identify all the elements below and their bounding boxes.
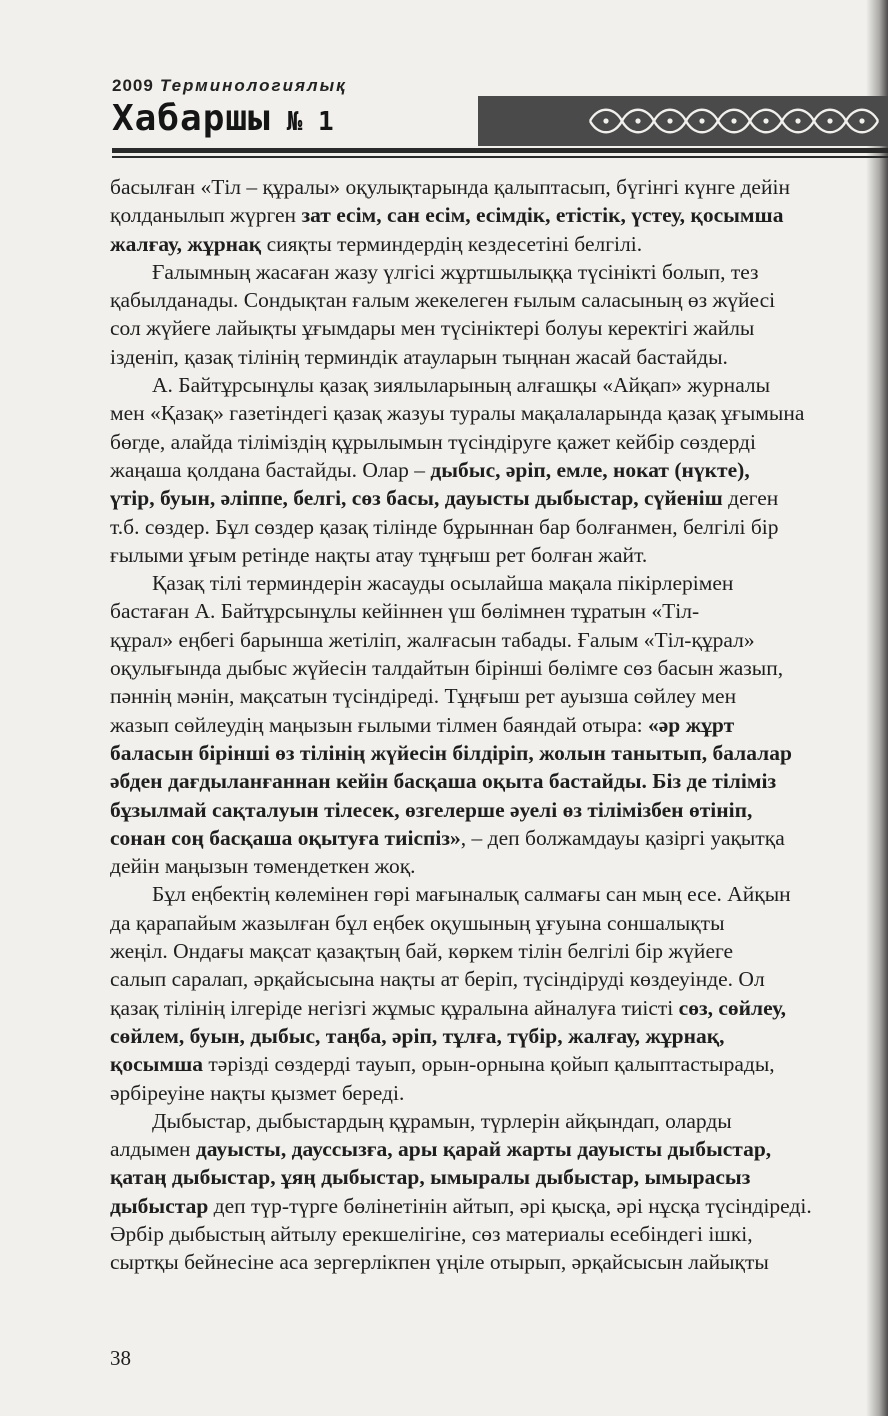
- text-run: Дыбыстар, дыбыстардың құрамын, түрлерін айқындап, оларды: [152, 1108, 732, 1133]
- text-run: тәрізді сөздерді тауып, орын-орнына қойып қалыптастырады,: [203, 1052, 775, 1077]
- text-line: [110, 484, 880, 512]
- text-line: [110, 569, 880, 597]
- text-run: деп түр-түрге бөлінетінін айтып, әрі қысқа, әрі нұсқа түсіндіреді.: [208, 1193, 812, 1218]
- bold-term: дыбыстар: [110, 1193, 209, 1218]
- page-number: 38: [110, 1346, 131, 1370]
- article-body: [110, 173, 880, 1277]
- text-line: [110, 994, 880, 1022]
- text-line: [110, 796, 880, 824]
- bold-term: бұзылмай сақталуын тілесек, өзгелерше әуелі өз тілімізбен өтініп,: [110, 797, 753, 822]
- text-run: сияқты терминдердің кездесетіні белгілі.: [261, 231, 643, 256]
- text-run: т.б. сөздер. Бұл сөздер қазақ тілінде бұрыннан бар болғанмен, белгілі бір: [110, 514, 779, 539]
- ornament-icon: [588, 102, 888, 140]
- text-run: мен «Қазақ» газетіндегі қазақ жазуы туралы мақалаларында қазақ ұғымына: [110, 401, 805, 426]
- bold-term: жалғау, жұрнақ: [110, 231, 262, 256]
- text-run: салып саралап, әрқайсысына нақты ат беріп, түсіндіруді көздеуінде. Ол: [110, 967, 765, 992]
- text-line: [110, 597, 880, 625]
- text-line: [110, 1022, 880, 1050]
- text-run: да қарапайым жазылған бұл еңбек оқушының ұғуына соншалықты: [110, 910, 725, 935]
- text-line: [110, 739, 880, 767]
- text-line: [110, 937, 880, 965]
- text-line: [110, 286, 880, 314]
- bold-term: қатаң дыбыстар, ұяң дыбыстар, ымыралы дыбыстар, ымырасыз: [110, 1165, 751, 1190]
- header-year: 2009: [112, 76, 154, 95]
- header-ornament-band: [478, 96, 888, 146]
- bold-term: әбден дағдыланғаннан кейін басқаша оқыта бастайды. Біз де тіліміз: [110, 769, 777, 794]
- bold-term: баласын бірінші өз тілінің жүйесін білдіріп, жолын танытып, балалар: [110, 740, 792, 765]
- text-run: әрбіреуіне нақты қызмет береді.: [110, 1080, 405, 1105]
- text-run: дейін маңызын төмендеткен жоқ.: [110, 854, 416, 879]
- bold-term: үтір, буын, әліппе, белгі, сөз басы, дауысты дыбыстар, сүйеніш: [110, 486, 723, 511]
- bold-term: сонан соң басқаша оқытуға тиіспіз»: [110, 825, 461, 850]
- header-rule-thin: [112, 156, 888, 158]
- text-run: , – деп болжамдауы қазіргі уақытқа: [460, 825, 785, 850]
- text-line: [110, 513, 880, 541]
- text-line: [110, 399, 880, 427]
- text-line: [110, 1050, 880, 1078]
- bold-term: қосымша: [110, 1052, 204, 1077]
- text-run: жеңіл. Ондағы мақсат қазақтың бай, көркем тілін белгілі бір жүйеге: [110, 939, 734, 964]
- text-line: [110, 682, 880, 710]
- text-run: Қазақ тілі терминдерін жасауды осылайша мақала пікірлерімен: [152, 571, 734, 596]
- header-journal-line: [112, 76, 347, 96]
- text-run: сыртқы бейнесіне аса зергерлікпен үңіле отырып, әрқайсысын лайықты: [110, 1250, 769, 1275]
- text-run: А. Байтұрсынұлы қазақ зиялыларының алғашқы «Айқап» журналы: [152, 373, 771, 398]
- text-line: [110, 1220, 880, 1248]
- text-line: [110, 1135, 880, 1163]
- header-journal-word: Терминологиялық: [159, 76, 347, 95]
- text-run: оқулығында дыбыс жүйесін талдайтын бірінші бөлімге сөз басын жазып,: [110, 656, 784, 681]
- text-line: [110, 880, 880, 908]
- header-title: Хабаршы: [112, 98, 271, 139]
- bold-term: «әр жұрт: [647, 712, 735, 737]
- text-line: [110, 767, 880, 795]
- text-line: [110, 824, 880, 852]
- text-run: ғылыми ұғым ретінде нақты атау тұңғыш рет болған жайт.: [110, 542, 648, 567]
- text-line: [110, 343, 880, 371]
- text-line: [110, 1107, 880, 1135]
- bold-term: зат есім, сан есім, есімдік, етістік, үстеу, қосымша: [301, 203, 784, 228]
- text-line: [110, 711, 880, 739]
- text-line: [110, 201, 880, 229]
- text-run: ізденіп, қазақ тілінің терминдік атауларын тыңнан жасай бастайды.: [110, 344, 728, 369]
- text-line: [110, 965, 880, 993]
- text-run: Бұл еңбектің көлемінен гөрі мағыналық салмағы сан мың есе. Айқын: [152, 882, 791, 907]
- text-line: [110, 456, 880, 484]
- text-run: Ғалымның жасаған жазу үлгісі жұртшылыққа түсінікті болып, тез: [152, 259, 759, 284]
- header-title-line: [112, 98, 334, 139]
- text-run: бастаған А. Байтұрсынұлы кейіннен үш бөлімнен тұратын «Тіл-: [110, 599, 700, 624]
- text-run: пәннің мәнін, мақсатын түсіндіреді. Тұңғыш рет ауызша сөйлеу мен: [110, 684, 737, 709]
- bold-term: дыбыс, әріп, емле, нокат (нүкте),: [430, 457, 750, 482]
- text-line: [110, 909, 880, 937]
- text-run: құрал» еңбегі барынша жетіліп, жалғасын табады. Ғалым «Тіл-құрал»: [110, 627, 755, 652]
- text-line: [110, 1163, 880, 1191]
- bold-term: сөз, сөйлеу,: [678, 995, 787, 1020]
- text-run: Әрбір дыбыстың айтылу ерекшелігіне, сөз материалы есебіндегі ішкі,: [110, 1221, 753, 1246]
- text-line: [110, 1192, 880, 1220]
- running-header: [112, 74, 888, 164]
- text-run: жазып сөйлеудің маңызын ғылыми тілмен баяндай отыра:: [110, 712, 648, 737]
- text-run: сол жүйеге лайықты ұғымдары мен түсініктері болуы керектігі жайлы: [110, 316, 755, 341]
- text-run: қазақ тілінің ілгеріде негізгі жұмыс құралына айналуға тиісті: [110, 995, 679, 1020]
- text-run: алдымен: [110, 1137, 196, 1162]
- text-run: жаңаша қолдана бастайды. Олар –: [110, 457, 431, 482]
- text-line: [110, 314, 880, 342]
- text-line: [110, 428, 880, 456]
- text-line: [110, 173, 880, 201]
- text-run: бөгде, алайда тіліміздің құрылымын түсіндіруге қажет кейбір сөздерді: [110, 429, 756, 454]
- text-run: басылған «Тіл – құралы» оқулықтарында қалыптасып, бүгінгі күнге дейін: [110, 175, 790, 199]
- text-run: қабылданады. Сондықтан ғалым жекелеген ғылым саласының өз жүйесі: [110, 288, 776, 313]
- text-line: [110, 230, 880, 258]
- text-line: [110, 654, 880, 682]
- text-line: [110, 1079, 880, 1107]
- text-line: [110, 258, 880, 286]
- header-rule: [112, 148, 888, 153]
- text-run: қолданылып жүрген: [110, 203, 302, 228]
- bold-term: дауысты, даусcызға, ары қарай жарты дауысты дыбыстар,: [195, 1137, 772, 1162]
- text-run: деген: [722, 486, 779, 511]
- text-line: [110, 1248, 880, 1276]
- text-line: [110, 541, 880, 569]
- bold-term: сөйлем, буын, дыбыс, таңба, әріп, тұлға, түбір, жалғау, жұрнақ,: [110, 1023, 725, 1048]
- text-line: [110, 626, 880, 654]
- header-issue: № 1: [286, 107, 334, 137]
- text-line: [110, 371, 880, 399]
- text-line: [110, 852, 880, 880]
